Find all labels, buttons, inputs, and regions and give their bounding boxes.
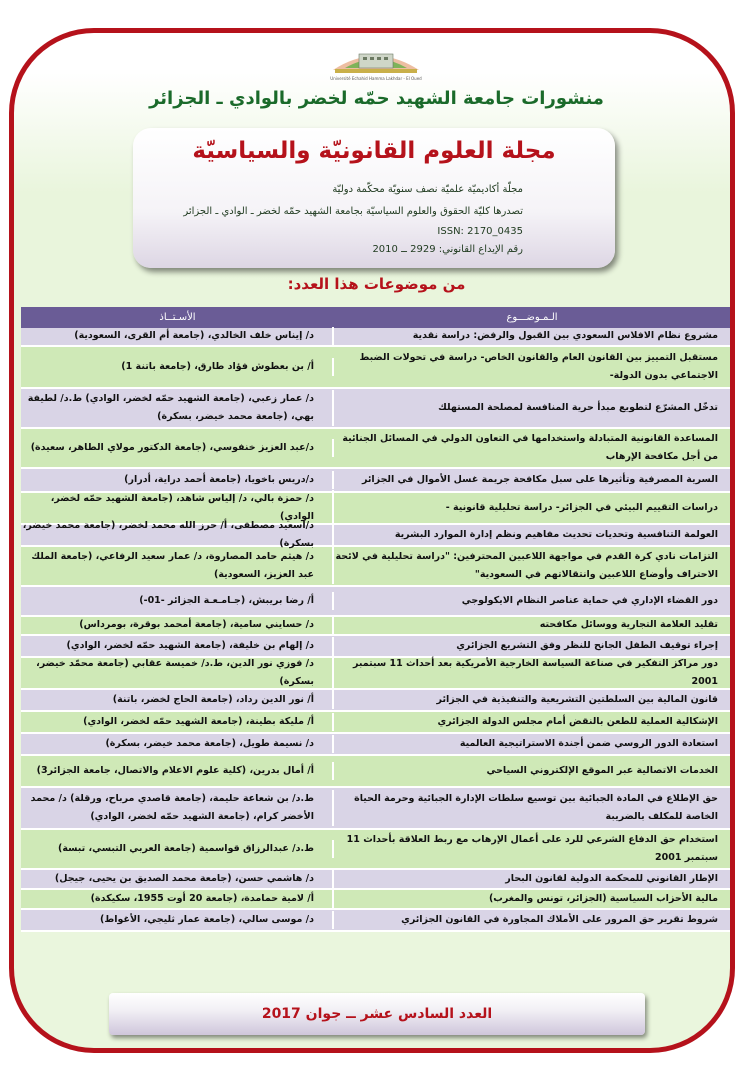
- article-subject: العولمة التنافسية وتحديات تحديث مفاهيم ونظم إدارة الموارد البشرية: [394, 528, 718, 540]
- logo-caption: Université Echahid Hamma Lakhdar - El Oued: [330, 76, 422, 81]
- article-subject: السرية المصرفية وتأثيرها على سبل مكافحة جريمة غسل الأموال في الجزائر: [361, 473, 718, 485]
- article-author: ط.د/ بن شعاعة حليمة، (جامعة قاصدي مرباح، ورقلة) د/ محمد الأخضر كرام، (جامعة الشهيد حمّه لخضر، الوادي): [21, 790, 334, 826]
- table-row: [21, 429, 730, 469]
- article-subject: إجراء توقيف الطفل الجانح للنظر وفق التشريع الجزائري: [456, 639, 718, 651]
- article-author: أ/ أمال بدرين، (كلية علوم الاعلام والاتصال، جامعة الجزائر3): [21, 762, 334, 780]
- table-row: [21, 788, 730, 830]
- article-author: أ/ مليكة بطينة، (جامعة الشهيد حمّه لخضر، الوادي): [21, 713, 334, 731]
- article-author: ط.د/ عبدالرزاق قواسمية (جامعة العربي التبسي، تبسة): [21, 840, 334, 858]
- table-row: [21, 389, 730, 429]
- article-author: د/ حمزة بالي، د/ إلياس شاهد، (جامعة الشهيد حمّه لخضر، الوادي): [21, 490, 334, 526]
- journal-card: [133, 128, 615, 268]
- issue-footer: العدد السادس عشر ــ جوان 2017: [109, 993, 645, 1035]
- table-row: [21, 734, 730, 756]
- article-subject: الإطار القانوني للمحكمة الدولية لقانون البحار: [505, 872, 718, 884]
- article-author: د/ موسى سالي، (جامعة عمار ثليجي، الأغواط): [21, 911, 334, 929]
- article-author: د/ هيثم حامد المصاروة، د/ عمار سعيد الرفاعي، (جامعة الملك عبد العزيز، السعودية): [21, 548, 334, 584]
- article-subject: التزامات نادي كرة القدم في مواجهة اللاعبين المحترفين: "دراسة تحليلية في لائحة الاحتراف وأوضاع اللاعبين وانتقالاتهم في السعودية": [335, 550, 718, 580]
- article-subject: مالية الأحزاب السياسية (الجزائر، تونس والمغرب): [488, 892, 718, 904]
- article-author: د/ إيناس خلف الخالدي، (جامعة أم القرى، السعودية): [21, 327, 334, 345]
- table-body: [21, 328, 730, 932]
- article-author: د/ حسايني سامية، (جامعة أمحمد بوقرة، بومرداس): [21, 616, 334, 634]
- topics-heading: من موضوعات هذا العدد:: [287, 275, 466, 293]
- header-author: الأسـتــاذ: [159, 312, 196, 323]
- table-row: [21, 690, 730, 712]
- table-row: [21, 712, 730, 734]
- article-subject: الإشكالية العملية للطعن بالنقض أمام مجلس الدولة الجزائري: [437, 715, 718, 727]
- table-row: [21, 890, 730, 910]
- journal-subtitle: مجلّة أكاديميّة علميّة نصف سنويّة محكّمة دوليّة: [332, 184, 523, 195]
- table-row: [21, 328, 730, 347]
- article-author: أ/ نور الدين رداد، (جامعة الحاج لخضر، باتنة): [21, 691, 334, 709]
- article-author: د/دريس باخويا، (جامعة أحمد دراية، أدرار): [21, 471, 334, 489]
- article-author: د/ عمار زعبي، (جامعة الشهيد حمّه لخضر، الوادي) ط.د/ لطيفة بهي، (جامعة محمد خيضر، بسكرة): [21, 390, 334, 426]
- table-row: [21, 756, 730, 788]
- article-author: د/ إلهام بن خليفة، (جامعة الشهيد حمّه لخضر، الوادي): [21, 637, 334, 655]
- article-author: د/ نسيمة طويل، (جامعة محمد خيضر، بسكرة): [21, 735, 334, 753]
- article-subject: مشروع نظام الافلاس السعودي بين القبول والرفض: دراسة نقدية: [412, 330, 718, 342]
- article-subject: استعادة الدور الروسي ضمن أجندة الاستراتيجية العالمية: [459, 737, 718, 749]
- article-author: د/عبد العزيز خنفوسي، (جامعة الدكتور مولاي الطاهر، سعيدة): [21, 439, 334, 457]
- article-author: د/اسعيد مصطفى، أ/ حرز الله محمد لخضر، (جامعة محمد خيضر، بسكرة): [21, 517, 334, 553]
- article-subject: تقليد العلامة التجارية ووسائل مكافحته: [539, 619, 718, 631]
- table-row: [21, 347, 730, 389]
- header-subject: الـمـوضـــوع: [506, 312, 558, 323]
- article-subject: شروط تقرير حق المرور على الأملاك المجاورة في القانون الجزائري: [401, 913, 718, 925]
- article-subject: دور القضاء الإداري في حماية عناصر النظام الايكولوجي: [461, 594, 718, 606]
- article-author: أ/ بن بعطوش فؤاد طارق، (جامعة باتنة 1): [21, 358, 334, 376]
- article-subject: حق الإطلاع في المادة الجبائية بين توسيع سلطات الإدارة الجبائية وحرمة الحياة الخاصة للمكلف بالضريبة: [354, 792, 718, 822]
- table-header: [21, 307, 730, 328]
- table-row: [21, 870, 730, 890]
- article-subject: مستقبل التمييز بين القانون العام والقانون الخاص- دراسة في تحولات الضبط الاجتماعي بدون الدولة-: [359, 351, 718, 381]
- journal-deposit: رقم الإيداع القانوني: 2929 ــ 2010: [372, 244, 523, 255]
- publisher-header: منشورات جامعة الشهيد حمّه لخضر بالوادي ـ الجزائر: [149, 88, 604, 109]
- article-author: د/ هاشمي حسن، (جامعة محمد الصديق بن يحيى، جيجل): [21, 870, 334, 888]
- article-author: أ/ لامية حمامدة، (جامعة 20 أوت 1955، سكيكدة): [21, 890, 334, 908]
- table-row: [21, 830, 730, 870]
- articles-table: [21, 307, 730, 968]
- article-subject: استخدام حق الدفاع الشرعي للرد على أعمال الإرهاب مع ربط العلاقة بأحداث 11 سبتمبر 2001: [346, 833, 718, 863]
- article-author: أ/ رضا بريبش، (جـامـعـة الجزائر -01-): [21, 592, 334, 610]
- article-author: د/ فوزي نور الدين، ط.د/ خميسة عقابي (جامعة محمّد خيضر، بسكرة): [21, 655, 334, 691]
- table-row: [21, 519, 730, 549]
- journal-issn: ISSN: 2170_0435: [437, 226, 523, 237]
- university-logo-icon: [325, 40, 427, 76]
- journal-title: مجلة العلوم القانونيّة والسياسيّة: [192, 138, 556, 164]
- article-subject: تدخّل المشرّع لتطويع مبدأ حرية المنافسة لمصلحة المستهلك: [438, 401, 718, 413]
- article-subject: دور مراكز التفكير في صناعة السياسة الخارجية الأمريكية بعد أحداث 11 سبتمبر 2001: [352, 657, 718, 687]
- table-row: [21, 547, 730, 587]
- table-row: [21, 587, 730, 617]
- article-subject: دراسات التقييم البيئي في الجزائر- دراسة تحليلية قانونية -: [445, 501, 718, 513]
- journal-publisher: تصدرها كليّة الحقوق والعلوم السياسيّة بجامعة الشهيد حمّه لخضر ـ الوادي ـ الجزائر: [183, 206, 523, 217]
- table-row: [21, 910, 730, 932]
- table-row: [21, 658, 730, 690]
- table-row: [21, 617, 730, 636]
- article-subject: الخدمات الاتصالية عبر الموقع الإلكتروني السياحي: [486, 764, 718, 776]
- article-subject: المساعدة القانونية المتبادلة واستخدامها في التعاون الدولي في المسائل الجنائية من أجل مكافحة الإرهاب: [342, 432, 718, 462]
- article-subject: قانون المالية بين السلطتين التشريعية والتنفيذية في الجزائر: [436, 693, 718, 705]
